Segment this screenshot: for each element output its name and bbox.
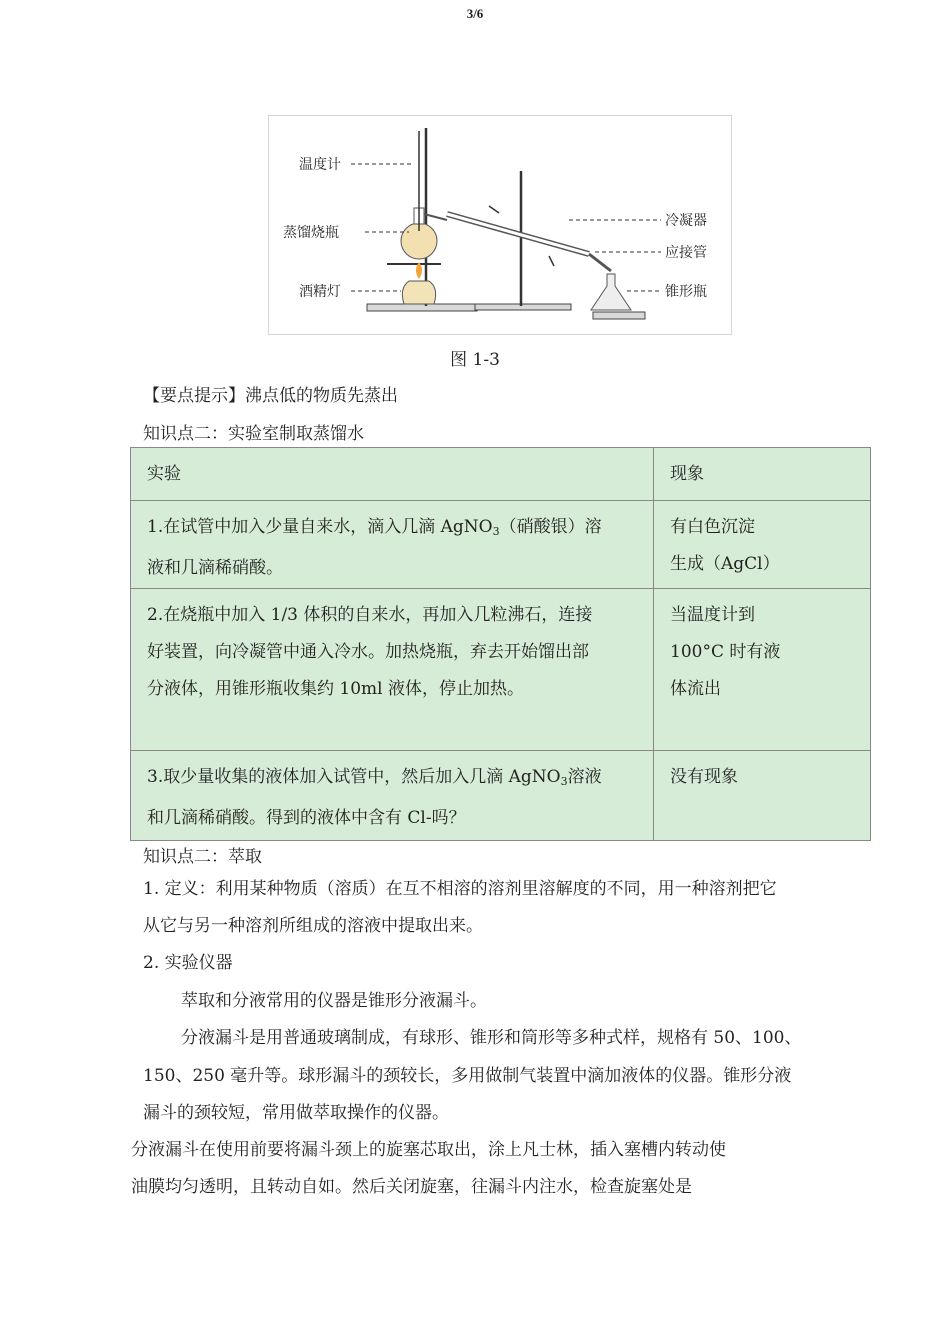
table-header-row [131, 448, 871, 501]
instruments-title: 2. 实验仪器 [143, 953, 233, 973]
header-experiment: 实验 [131, 448, 654, 501]
label-conical-flask: 锥形瓶 [665, 284, 707, 300]
paragraph-2-line3: 漏斗的颈较短，常用做萃取操作的仪器。 [143, 1103, 449, 1123]
figure-caption: 图 1-3 [450, 350, 500, 370]
key-point: 【要点提示】沸点低的物质先蒸出 [143, 386, 398, 406]
paragraph-2-line1: 分液漏斗是用普通玻璃制成，有球形、锥形和筒形等多种式样，规格有 50、100、 [181, 1028, 802, 1048]
label-condenser: 冷凝器 [665, 213, 707, 229]
conical-flask-shape [591, 274, 631, 310]
label-flask: 蒸馏烧瓶 [283, 225, 339, 241]
label-adapter: 应接管 [665, 245, 707, 261]
adapter-shape [589, 254, 611, 271]
distillation-apparatus-illustration [269, 116, 731, 334]
stand-base-2 [475, 304, 571, 310]
paragraph-3-line1: 分液漏斗在使用前要将漏斗颈上的旋塞芯取出，涂上凡士林，插入塞槽内转动使 [131, 1140, 726, 1160]
distillation-apparatus-figure [268, 115, 732, 335]
paragraph-3-line2: 油膜均匀透明，且转动自如。然后关闭旋塞，往漏斗内注水，检查旋塞处是 [131, 1177, 692, 1197]
table-row [131, 589, 871, 751]
alcohol-lamp-shape [402, 281, 435, 304]
row1-experiment: 1.在试管中加入少量自来水，滴入几滴 AgNO$_3$（硝酸银）溶 液和几滴稀硝酸。 [131, 501, 654, 589]
page-number: 3/6 [466, 6, 484, 21]
paragraph-1: 萃取和分液常用的仪器是锥形分液漏斗。 [181, 991, 487, 1011]
label-thermometer: 温度计 [299, 157, 341, 173]
paragraph-2-line2: 150、250 毫升等。球形漏斗的颈较长，多用做制气装置中滴加液体的仪器。锥形分液 [143, 1066, 792, 1086]
definition-line2: 从它与另一种溶剂所组成的溶液中提取出来。 [143, 916, 483, 936]
table-row [131, 501, 871, 589]
stand-base [367, 304, 477, 311]
section1-title: 知识点二：实验室制取蒸馏水 [143, 424, 364, 444]
row3-phenomenon: 没有现象 [654, 751, 871, 841]
block-base [593, 312, 645, 319]
row1-phenomenon: 有白色沉淀 生成（AgCl） [654, 501, 871, 589]
row3-experiment: 3.取少量收集的液体加入试管中，然后加入几滴 AgNO$_3$溶液 和几滴稀硝酸。得到的液体中含有 Cl-吗？ [131, 751, 654, 841]
definition-line1: 1. 定义：利用某种物质（溶质）在互不相溶的溶剂里溶解度的不同，用一种溶剂把它 [143, 879, 777, 899]
row2-phenomenon: 当温度计到 100°C 时有液 体流出 [654, 589, 871, 751]
section2-title: 知识点二：萃取 [143, 847, 262, 867]
row2-experiment: 2.在烧瓶中加入 1/3 体积的自来水，再加入几粒沸石，连接 好装置，向冷凝管中通入冷水。加热烧瓶，弃去开始馏出部 分液体，用锥形瓶收集约 10ml 液体，停止加热。 [131, 589, 654, 751]
header-phenomenon: 现象 [654, 448, 871, 501]
label-lamp: 酒精灯 [299, 284, 341, 300]
experiment-table [130, 447, 871, 841]
table-row [131, 751, 871, 841]
